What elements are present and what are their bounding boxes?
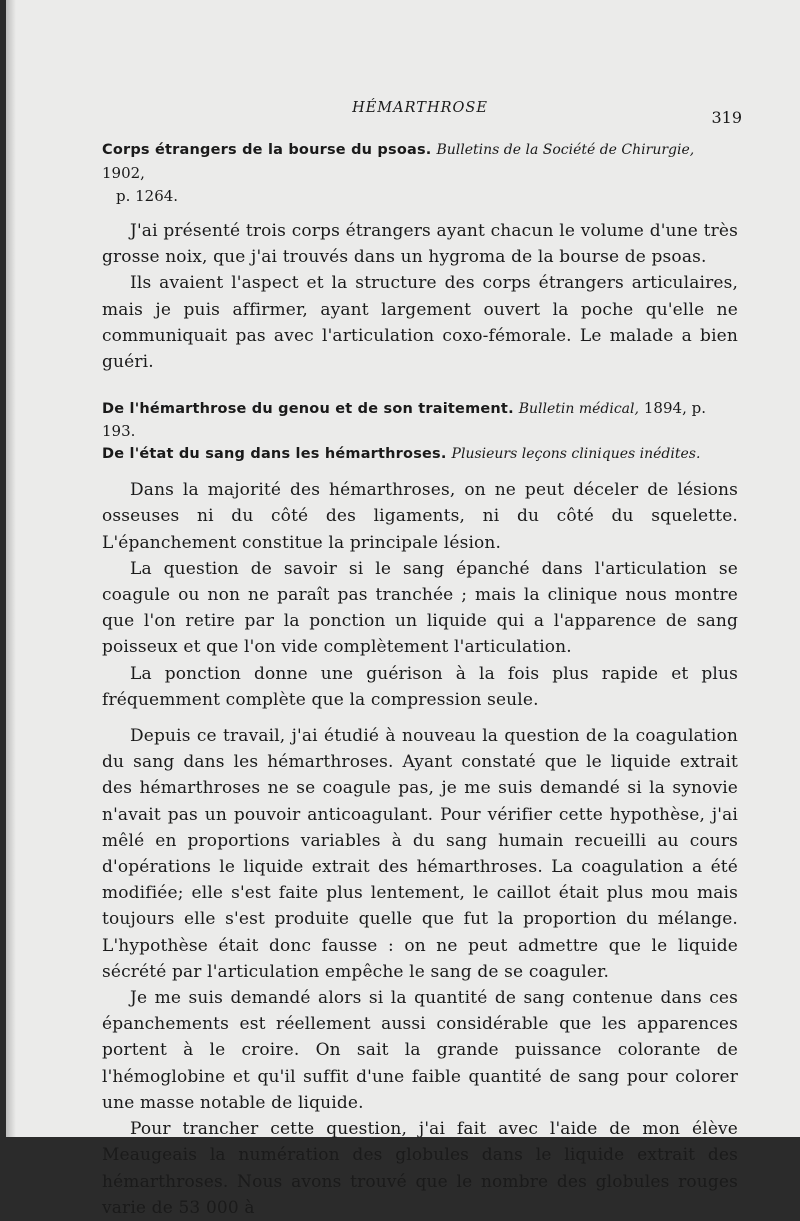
section1-paragraph-1: J'ai présenté trois corps étrangers ayant chacun le volume d'une très grosse noix, que j'ai trouvés dans un hygroma de la bourse de psoas. [102, 221, 738, 268]
section1-journal: Bulletins de la Société de Chirurgie, [436, 142, 695, 158]
section1-paragraph-2: Ils avaient l'aspect et la structure des corps étrangers articulaires, mais je puis affirmer, ayant largement ouvert la poche qu'elle ne communiquait pas avec l'articulation coxo-fémorale. Le malade a bien guéri. [102, 273, 738, 373]
section2-paragraph-4: Depuis ce travail, j'ai étudié à nouveau la question de la coagulation du sang dans les hémarthroses. Ayant constaté que le liquide extrait des hémarthroses ne se coagule pas, je me suis demandé si la synovie n'avait pas un pouvoir anticoagulant. Pour vérifier cette hypothèse, j'ai mêlé en proportions variables à du sang humain recueilli au cours d'opérations le liquide extrait des hémarthroses. La coagulation a été modifiée; elle s'est faite plus lentement, le caillot était plus mou mais toujours elle s'est produite quelle que fut la proportion du mélange. L'hypothèse était donc fausse : on ne peut admettre que le liquide sécrété par l'articulation empêche le sang de se coaguler. [102, 726, 738, 982]
section2-paragraph-5: Je me suis demandé alors si la quantité de sang contenue dans ces épanchements est réellement aussi considérable que les apparences portent à le croire. On sait la grande puissance colorante de l'hémoglobine et qu'il suffit d'une faible quantité de sang pour colorer une masse notable de liquide. [102, 988, 738, 1113]
section2-title-a: De l'hémarthrose du genou et de son traitement. [102, 401, 514, 418]
section2-paragraph-1: Dans la majorité des hémarthroses, on ne peut déceler de lésions osseuses ni du côté des ligaments, ni du côté du squelette. L'épanchement constitue la principale lésion. [102, 480, 738, 553]
running-header [102, 96, 742, 127]
section2-paragraph-2: La question de savoir si le sang épanché dans l'articulation se coagule ou non ne paraît pas tranchée ; mais la clinique nous montre que l'on retire par la ponction un liquide qui a l'apparence de sang poisseux et que l'on vide complètement l'articulation. [102, 558, 738, 658]
section1-pages: p. 1264. [116, 187, 179, 205]
section2-paragraph-3: La ponction donne une guérison à la fois plus rapide et plus fréquemment complète que la compression seule. [102, 663, 738, 710]
page-content [102, 96, 742, 1221]
section2-title-b: De l'état du sang dans les hémarthroses. [102, 446, 447, 463]
scanned-page [6, 0, 800, 1218]
running-title: HÉMARTHROSE [352, 100, 488, 116]
page-number: 319 [711, 108, 742, 127]
section2-journal-b: Plusieurs leçons cliniques inédites. [451, 446, 701, 463]
scan-shadow-edge [6, 0, 16, 1137]
section1-year: 1902, [102, 164, 145, 182]
section2-reference-b [102, 442, 738, 465]
section1-reference [102, 138, 738, 208]
section2-paragraph-6: Pour trancher cette question, j'ai fait avec l'aide de mon élève Meaugeais la numération des globules dans le liquide extrait des hémarthroses. Nous avons trouvé que le nombre des globules rouges varie de 53 000 à [102, 1119, 738, 1218]
section2-reference-a [102, 397, 738, 442]
section2-details-a: 1894, p. 193. [102, 399, 706, 441]
section1-title: Corps étrangers de la bourse du psoas. [102, 142, 432, 158]
section2-journal-a: Bulletin médical, [518, 401, 639, 418]
